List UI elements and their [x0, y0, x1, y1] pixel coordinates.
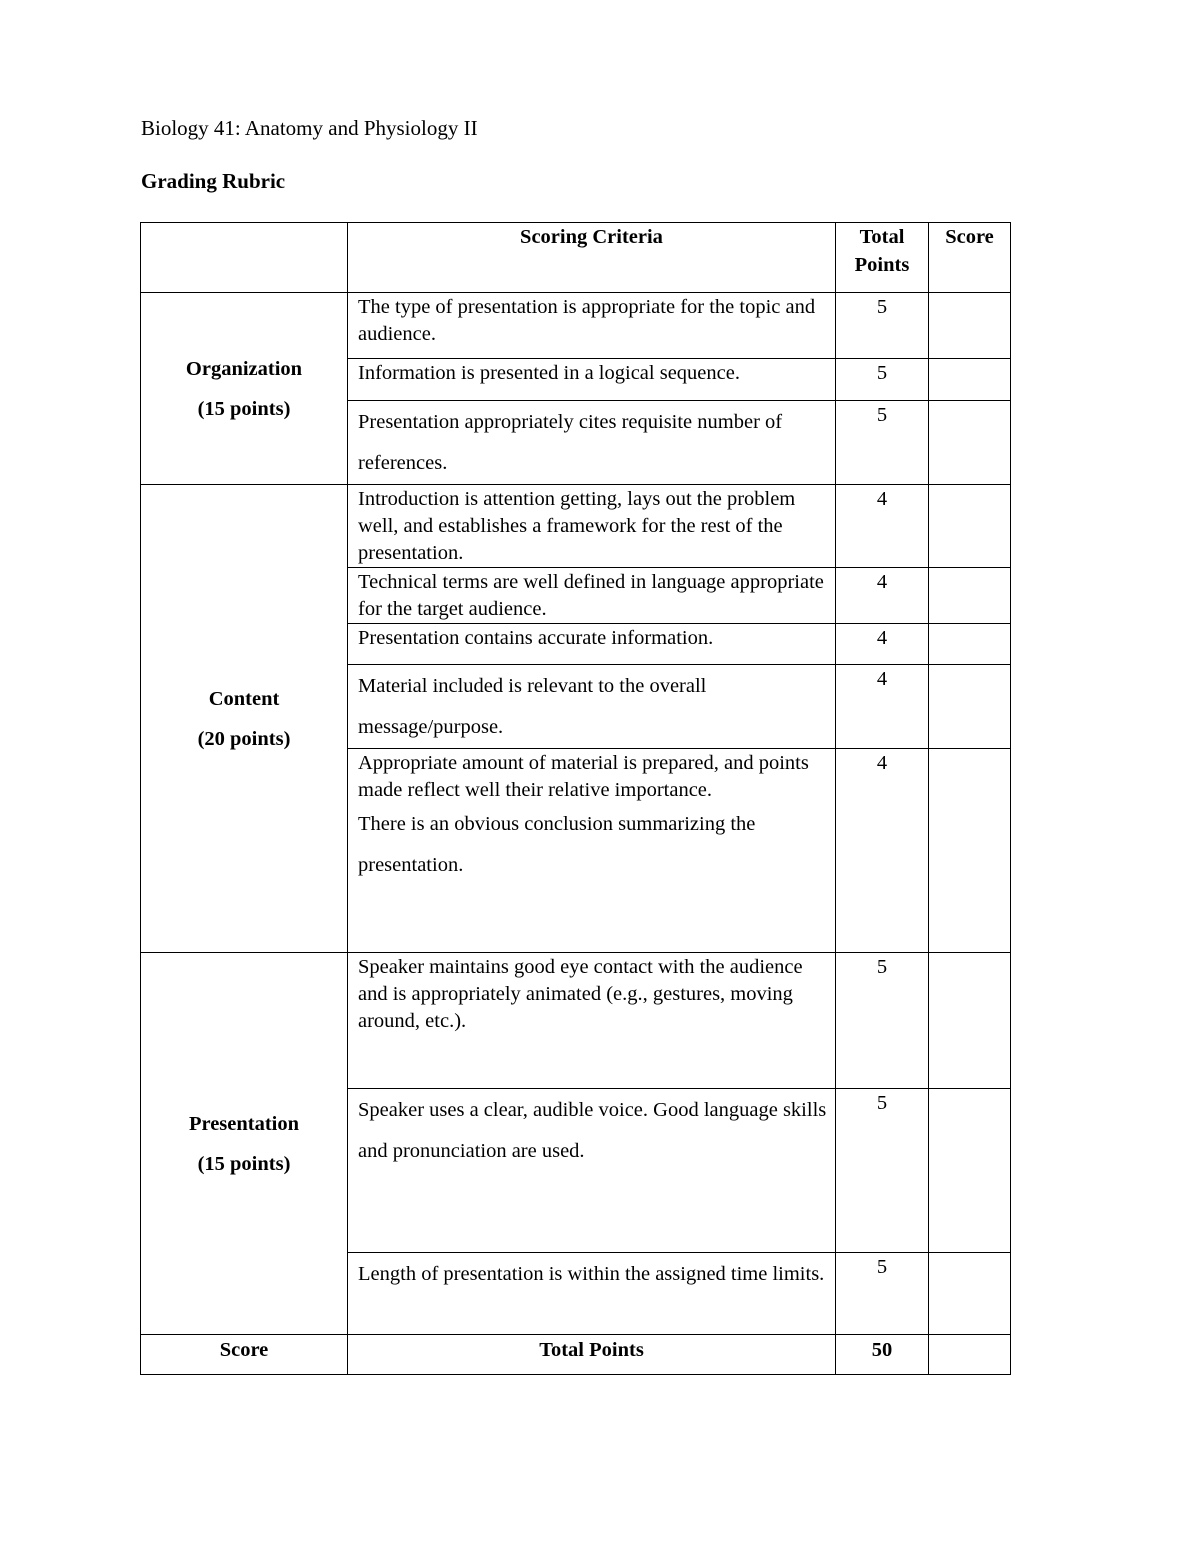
- scoring-criteria-header: Scoring Criteria: [348, 223, 836, 293]
- score-header: Score: [929, 223, 1011, 293]
- total-points-header: [836, 223, 929, 293]
- criterion-points: 5: [836, 1089, 929, 1253]
- section-points: (20 points): [197, 727, 291, 750]
- document-title: Biology 41: Anatomy and Physiology II: [141, 116, 478, 140]
- footer-score-label: Score: [141, 1335, 348, 1375]
- criterion-text: Speaker maintains good eye contact with the audience and is appropriately animated (e.g., gestures, moving around, etc.).: [348, 953, 836, 1089]
- criterion-text: Speaker uses a clear, audible voice. Good language skills and pronunciation are used.: [348, 1089, 836, 1253]
- criterion-points: 5: [836, 1253, 929, 1335]
- table-row: [141, 485, 1011, 568]
- section-name: Organization: [185, 357, 303, 380]
- table-row: [141, 953, 1011, 1089]
- section-presentation: [141, 953, 348, 1335]
- section-name: Content: [208, 687, 280, 710]
- section-points: (15 points): [197, 397, 291, 420]
- criterion-text: Length of presentation is within the assigned time limits.: [348, 1253, 836, 1335]
- document-subtitle: Grading Rubric: [141, 169, 286, 193]
- criterion-text-part2: There is an obvious conclusion summarizing the presentation.: [358, 813, 756, 876]
- criterion-text: Presentation contains accurate information.: [348, 624, 836, 665]
- grading-rubric-table: [140, 222, 1011, 1375]
- criterion-points: 4: [836, 568, 929, 624]
- footer-total-value: 50: [836, 1335, 929, 1375]
- criterion-points: 4: [836, 624, 929, 665]
- criterion-text: Information is presented in a logical sequence.: [348, 359, 836, 401]
- score-input-cell[interactable]: [929, 359, 1011, 401]
- score-input-cell[interactable]: [929, 1089, 1011, 1253]
- criterion-points: 4: [836, 665, 929, 749]
- table-row: [141, 293, 1011, 359]
- criterion-points: 5: [836, 953, 929, 1089]
- criterion-text: [348, 749, 836, 953]
- table-footer-row: [141, 1335, 1011, 1375]
- table-header-row: [141, 223, 1011, 293]
- section-name: Presentation: [188, 1112, 300, 1135]
- criterion-text: Technical terms are well defined in language appropriate for the target audience.: [348, 568, 836, 624]
- footer-total-label: Total Points: [348, 1335, 836, 1375]
- score-input-cell[interactable]: [929, 401, 1011, 485]
- score-input-cell[interactable]: [929, 1253, 1011, 1335]
- criterion-points: 4: [836, 749, 929, 953]
- criterion-points: 4: [836, 485, 929, 568]
- score-input-cell[interactable]: [929, 568, 1011, 624]
- criterion-points: 5: [836, 359, 929, 401]
- criterion-points: 5: [836, 401, 929, 485]
- total-points-header-line2: Points: [854, 254, 910, 276]
- criterion-text-part1: Appropriate amount of material is prepared, and points made reflect well their relative importance.: [358, 752, 809, 801]
- score-input-cell[interactable]: [929, 624, 1011, 665]
- criterion-points: 5: [836, 293, 929, 359]
- score-input-cell[interactable]: [929, 293, 1011, 359]
- score-input-cell[interactable]: [929, 665, 1011, 749]
- score-input-cell[interactable]: [929, 749, 1011, 953]
- criterion-text: The type of presentation is appropriate for the topic and audience.: [348, 293, 836, 359]
- category-header: [141, 223, 348, 293]
- score-input-cell[interactable]: [929, 953, 1011, 1089]
- criterion-text: Material included is relevant to the overall message/purpose.: [348, 665, 836, 749]
- section-points: (15 points): [197, 1152, 291, 1175]
- total-score-input-cell[interactable]: [929, 1335, 1011, 1375]
- criterion-text: Introduction is attention getting, lays out the problem well, and establishes a framework for the rest of the presentation.: [348, 485, 836, 568]
- total-points-header-line1: Total: [859, 226, 905, 248]
- score-input-cell[interactable]: [929, 485, 1011, 568]
- section-content: [141, 485, 348, 953]
- criterion-text: Presentation appropriately cites requisite number of references.: [348, 401, 836, 485]
- section-organization: [141, 293, 348, 485]
